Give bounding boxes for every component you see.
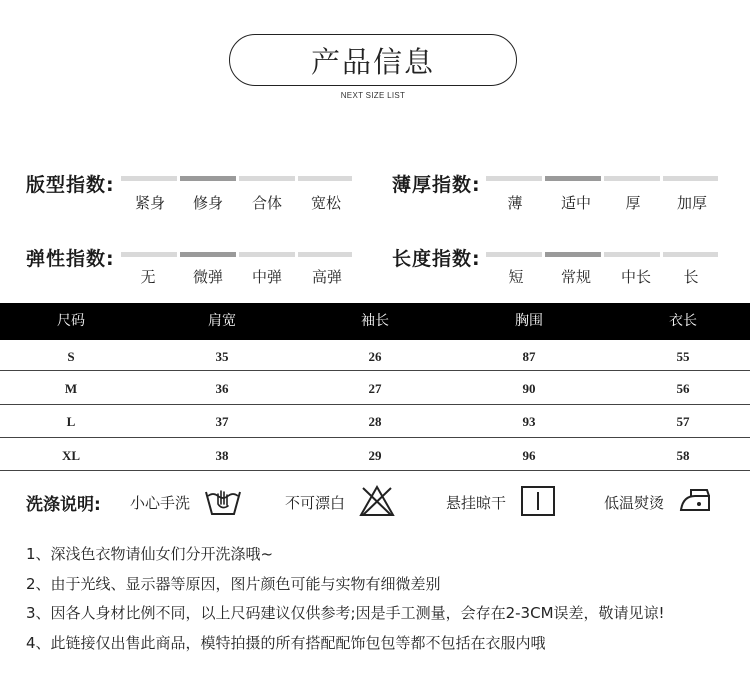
table-cell: XL bbox=[61, 448, 81, 463]
note-item: 2、由于光线、显示器等原因，图片颜色可能与实物有细微差别 bbox=[26, 575, 441, 593]
length-option: 长 bbox=[683, 268, 699, 286]
elasticity-option: 微弹 bbox=[192, 268, 223, 286]
length-option: 常规 bbox=[560, 268, 591, 286]
elasticity-option: 高弹 bbox=[311, 268, 342, 286]
table-cell: 57 bbox=[676, 414, 690, 429]
table-cell: 56 bbox=[676, 381, 690, 396]
elasticity-option: 中弹 bbox=[251, 268, 282, 286]
row-divider bbox=[0, 437, 750, 438]
fit-option: 合体 bbox=[251, 194, 282, 212]
table-cell: 93 bbox=[522, 414, 536, 429]
table-row bbox=[0, 439, 750, 472]
row-divider bbox=[0, 370, 750, 371]
thickness-index-label: 薄厚指数: bbox=[392, 174, 481, 196]
table-cell: 90 bbox=[522, 381, 536, 396]
elasticity-bar-0 bbox=[121, 252, 177, 257]
hang-dry-icon bbox=[519, 484, 557, 518]
length-option: 中长 bbox=[620, 268, 651, 286]
wash-title: 洗涤说明: bbox=[26, 495, 101, 515]
elasticity-option: 无 bbox=[140, 268, 156, 286]
table-cell: 58 bbox=[676, 448, 690, 463]
table-cell: 96 bbox=[522, 448, 536, 463]
elasticity-bar-3 bbox=[298, 252, 352, 257]
note-item: 3、因各人身材比例不同，以上尺码建议仅供参考;因是手工测量，会存在2-3CM误差，敬请见谅! bbox=[26, 604, 665, 622]
table-cell: M bbox=[64, 381, 78, 396]
table-cell: 37 bbox=[215, 414, 229, 429]
column-header-sleeve: 袖长 bbox=[361, 313, 389, 329]
thickness-option: 薄 bbox=[507, 194, 523, 212]
page-title: 产品信息 bbox=[229, 34, 517, 86]
table-cell: 87 bbox=[522, 349, 536, 364]
thickness-option: 适中 bbox=[560, 194, 591, 212]
table-cell: S bbox=[67, 349, 75, 364]
length-bar-1 bbox=[545, 252, 601, 257]
table-cell: L bbox=[66, 414, 76, 429]
fit-option: 修身 bbox=[192, 194, 223, 212]
thickness-option: 厚 bbox=[625, 194, 641, 212]
thickness-bar-1 bbox=[545, 176, 601, 181]
length-bar-2 bbox=[604, 252, 660, 257]
table-cell: 35 bbox=[215, 349, 229, 364]
fit-option: 宽松 bbox=[310, 194, 341, 212]
column-header-bust: 胸围 bbox=[515, 313, 543, 329]
thickness-bar-2 bbox=[604, 176, 660, 181]
thickness-option: 加厚 bbox=[676, 194, 707, 212]
row-divider bbox=[0, 470, 750, 471]
low-iron-icon bbox=[677, 484, 715, 518]
table-cell: 28 bbox=[368, 414, 382, 429]
thickness-bar-3 bbox=[663, 176, 718, 181]
fit-option: 紧身 bbox=[134, 194, 165, 212]
wash-label-hang: 悬挂晾干 bbox=[446, 494, 507, 512]
note-item: 1、深浅色衣物请仙女们分开洗涤哦~ bbox=[26, 545, 274, 563]
elasticity-index-label: 弹性指数: bbox=[26, 248, 115, 270]
wash-label-bleach: 不可漂白 bbox=[285, 494, 346, 512]
length-bar-3 bbox=[663, 252, 718, 257]
wash-label-iron: 低温熨烫 bbox=[604, 494, 665, 512]
wash-label-hand: 小心手洗 bbox=[130, 494, 191, 512]
table-row bbox=[0, 340, 750, 373]
no-bleach-icon bbox=[358, 484, 396, 518]
fit-index-label: 版型指数: bbox=[26, 174, 115, 196]
length-index-label: 长度指数: bbox=[392, 248, 481, 270]
column-header-length: 衣长 bbox=[669, 313, 697, 329]
fit-bar-2 bbox=[239, 176, 295, 181]
length-option: 短 bbox=[508, 268, 524, 286]
fit-bar-1 bbox=[180, 176, 236, 181]
fit-bar-3 bbox=[298, 176, 352, 181]
table-cell: 26 bbox=[368, 349, 382, 364]
note-item: 4、此链接仅出售此商品，模特拍摄的所有搭配配饰包包等都不包括在衣服内哦 bbox=[26, 634, 546, 652]
table-cell: 29 bbox=[368, 448, 382, 463]
thickness-bar-0 bbox=[486, 176, 542, 181]
table-cell: 38 bbox=[215, 448, 229, 463]
elasticity-bar-1 bbox=[180, 252, 236, 257]
fit-bar-0 bbox=[121, 176, 177, 181]
table-cell: 55 bbox=[676, 349, 690, 364]
size-table-header bbox=[0, 303, 750, 340]
table-cell: 36 bbox=[215, 381, 229, 396]
elasticity-bar-2 bbox=[239, 252, 295, 257]
table-row bbox=[0, 405, 750, 438]
column-header-size: 尺码 bbox=[57, 313, 85, 329]
length-bar-0 bbox=[486, 252, 542, 257]
column-header-shoulder: 肩宽 bbox=[208, 313, 236, 329]
hand-wash-icon bbox=[204, 484, 242, 518]
table-cell: 27 bbox=[368, 381, 382, 396]
page-subtitle: NEXT SIZE LIST bbox=[340, 91, 406, 100]
table-row bbox=[0, 372, 750, 405]
